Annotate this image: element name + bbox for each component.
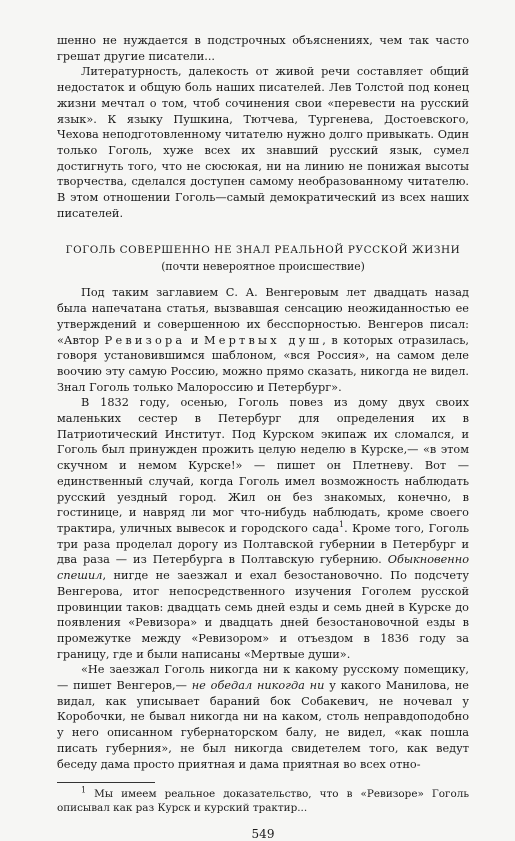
text-run: Под таким заглавием С. А. Венгеровым лет двадцать назад была напечатана статья, вызвавшая сенсацию неожиданностью ее утверждений и совершенною их бесспорностью. Венгеров писал: «Автор — [57, 286, 469, 347]
footnote — [57, 787, 469, 815]
footnote-divider — [57, 782, 155, 783]
paragraph-quote-vengerov — [57, 662, 469, 772]
italic-emphasis: Обыкновенно спешил — [57, 553, 469, 583]
paragraph-vengerov-article — [57, 285, 469, 395]
text-run: В 1832 году, осенью, Гоголь повез из дому двух своих маленьких сестер в Петербург для определения их в Патриотический Институт. Под Курском экипаж их сломался, и Гоголь был принужден прожить целую неделю в Курске,— «в этом скучном и немом Курске!» — пишет он Плетневу. Вот — единственный случай, когда Гоголь имел возможность наблюдать русский уездный город. Жил он без знакомых, конечно, в гостинице, и навряд ли мог что-нибудь наблюдать, кроме своего трактира, уличных вывесок и городского сада — [57, 396, 469, 535]
spaced-title-revizor: Ревизора — [104, 333, 186, 347]
page-number: 549 — [251, 827, 275, 841]
footnote-marker: 1 — [81, 785, 87, 795]
text-run: , нигде не заезжал и ехал безостановочно. По подсчету Венгерова, итог непосредственного изучения Гоголем русской провинции таков: двадцать семь дней езды и семь дней в Курске до появления «Ревизора» и двадцать дней безостановочной езды в промежутке между «Ревизором» и отъездом в 1836 году за границу, где и были написаны «Мертвые души». — [57, 569, 469, 661]
footnote-reference: 1 — [339, 520, 345, 530]
paragraph-1832-trip — [57, 395, 469, 662]
text-run: у какого Манилова, не видал, как уписывает бараний бок Собакевич, не ночевал у Коробочки, не бывал никогда ни на каком, столь неправдоподобно у него описанном губернаторском балу, не видел, «как пошла писать губерния», не был никогда свидетелем того, как ведут беседу дама просто приятная и дама приятная во всех отно- — [57, 679, 469, 771]
text-run: . Кроме того, Гоголь три раза проделал дорогу из Полтавской губернии в Петербург и два раза — из Петербурга в Полтавскую губернию. — [57, 521, 469, 567]
text-run: и — [185, 333, 204, 347]
continued-paragraph: шенно не нуждается в подстрочных объяснениях, чем так часто грешат другие писатели... — [57, 34, 469, 63]
section-subtitle: (почти невероятное происшествие) — [161, 260, 365, 274]
text-run: «Не заезжал Гоголь никогда ни к какому русскому помещику,— пишет Венгеров,— — [57, 663, 469, 693]
paragraph-literariness: Литературность, далекость от живой речи составляет общий недостаток и общую боль наших писателей. Лев Толстой под конец жизни мечтал о том, чтоб сочинения свои «перевести на русский язык». К языку Пушкина, Тютчева, Тургенева, Достоевского, Чехова неподготовленному читателю нужно долго привыкать. Один только Гоголь, хуже всех их знавший русский язык, сумел достигнуть того, что не сюсюкая, ни на линию не понижая высоты творчества, сделался доступен самому необразованному читателю. В этом отношении Гоголь—самый демократический из всех наших писателей. — [57, 65, 469, 220]
footnote-text: Мы имеем реальное доказательство, что в «Ревизоре» Гоголь описывал как раз Курск и курский трактир... — [57, 788, 469, 815]
italic-emphasis: не обедал никогда ни — [191, 679, 325, 693]
spaced-title-dead-souls: Мертвых душ — [203, 333, 323, 347]
text-run: , в которых отразилась, говоря установившимся шаблоном, «вся Россия», на самом деле воочию эту самую Россию, можно прямо сказать, никогда не видел. Знал Гоголь только Малороссию и Петербург». — [57, 333, 469, 394]
section-title: ГОГОЛЬ СОВЕРШЕННО НЕ ЗНАЛ РЕАЛЬНОЙ РУССКОЙ ЖИЗНИ — [65, 244, 461, 257]
